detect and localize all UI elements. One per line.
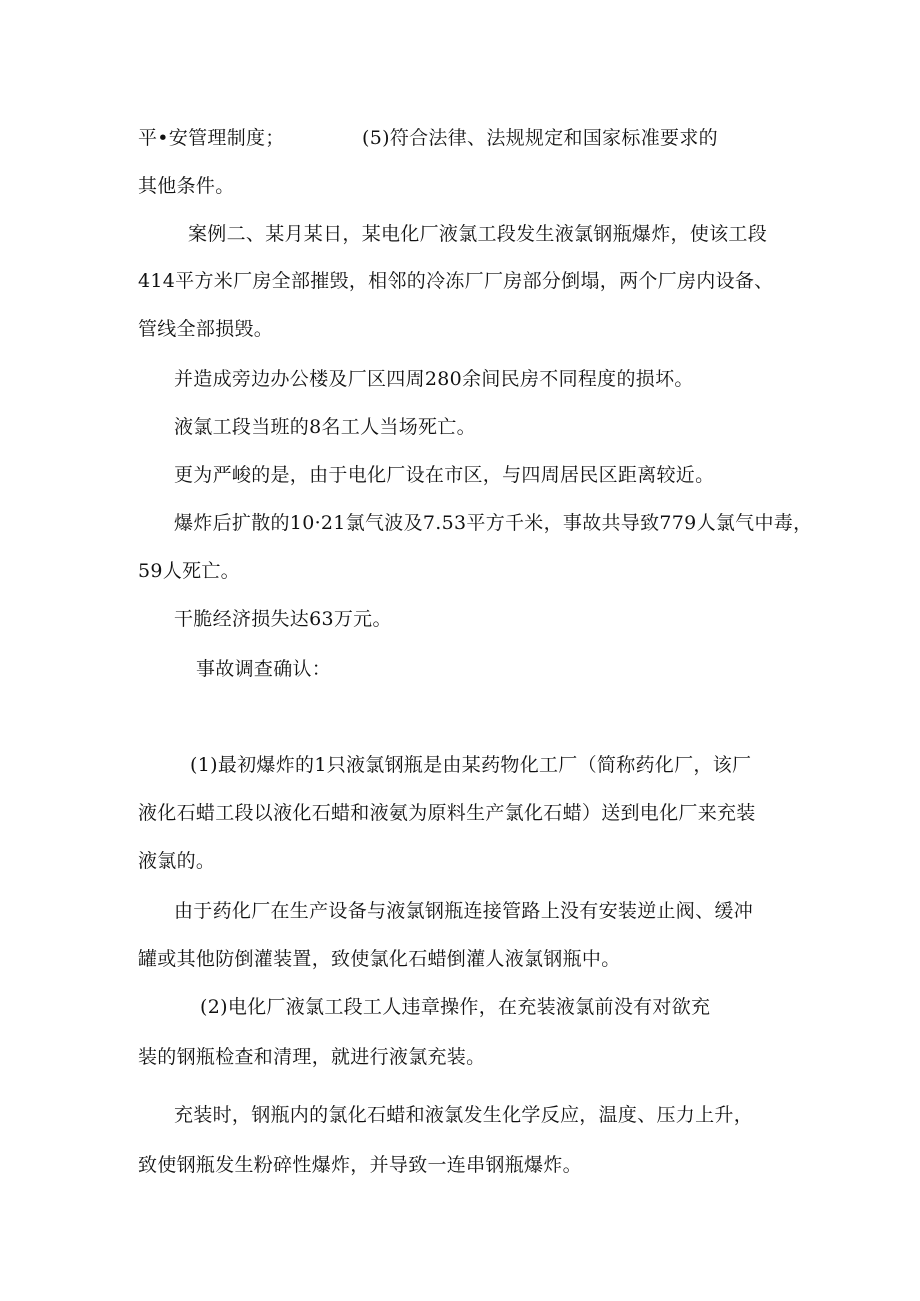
text-line: 由于药化厂在生产设备与液氯钢瓶连接管路上没有安装逆止阀、缓冲: [174, 900, 754, 922]
text-line: 59人死亡。: [138, 560, 240, 582]
text-line: 管线全部损毁。: [138, 318, 274, 340]
text-line: 装的钢瓶检查和清理，就进行液氯充装。: [138, 1046, 486, 1068]
text-line: 414平方米厂房全部摧毁，相邻的冷冻厂厂房部分倒塌，两个厂房内设备、: [138, 270, 774, 292]
text-line: (1)最初爆炸的1只液氯钢瓶是由某药物化工厂（简称药化厂，该厂: [190, 754, 752, 776]
text-line: 其他条件。: [138, 175, 235, 197]
text-line: 液化石蜡工段以液化石蜡和液氨为原料生产氯化石蜡）送到电化厂来充装: [138, 802, 756, 824]
text-line: 并造成旁边办公楼及厂区四周280余间民房不同程度的损坏。: [174, 368, 694, 390]
text-line: (2)电化厂液氯工段工人违章操作，在充装液氯前没有对欲充: [200, 996, 711, 1018]
text-line: 更为严峻的是，由于电化厂设在市区，与四周居民区距离较近。: [174, 464, 715, 486]
text-line: 液氯的。: [138, 850, 216, 872]
text-line: 案例二、某月某日，某电化厂液氯工段发生液氯钢瓶爆炸，使该工段: [188, 223, 768, 245]
text-line: 事故调查确认：: [196, 658, 332, 680]
text-line: 平•安管理制度；: [138, 127, 285, 149]
text-line: 爆炸后扩散的10·21氯气波及7.53平方千米，事故共导致779人氯气中毒，: [174, 512, 813, 534]
text-line: 充装时，钢瓶内的氯化石蜡和液氯发生化学反应，温度、压力上升，: [174, 1104, 754, 1126]
text-line: 液氯工段当班的8名工人当场死亡。: [174, 416, 476, 438]
text-line: 干脆经济损失达63万元。: [174, 608, 392, 630]
text-line: (5)符合法律、法规规定和国家标准要求的: [362, 127, 718, 149]
text-line: 罐或其他防倒灌装置，致使氯化石蜡倒灌人液氯钢瓶中。: [138, 948, 621, 970]
text-line: 致使钢瓶发生粉碎性爆炸，并导致一连串钢瓶爆炸。: [138, 1154, 582, 1176]
